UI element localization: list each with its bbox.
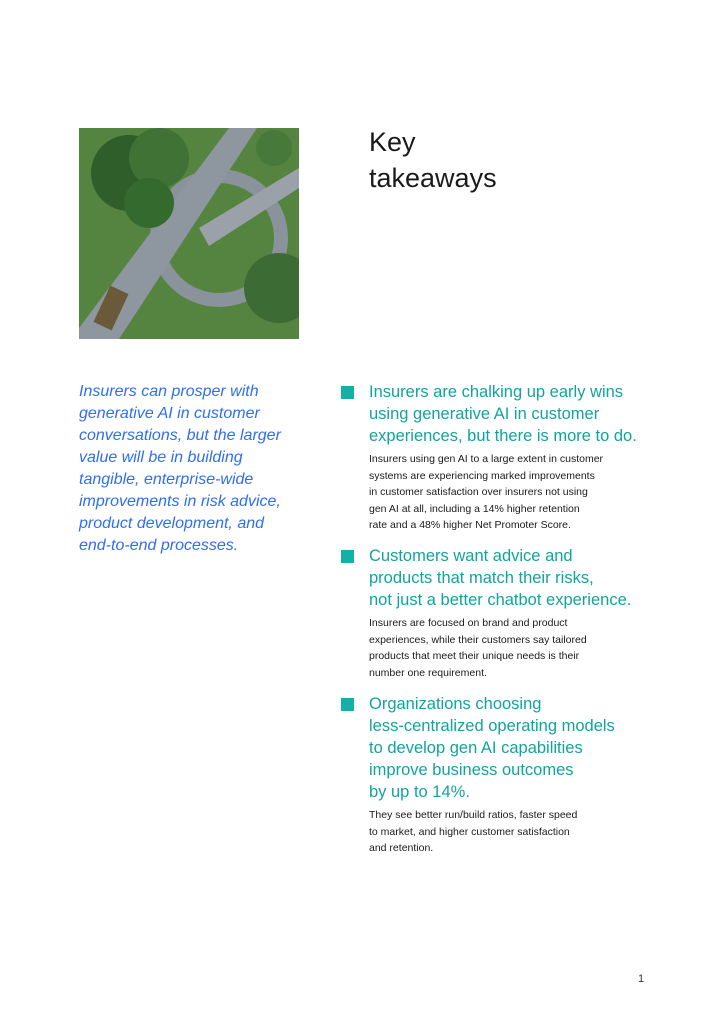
body-line: Insurers using gen AI to a large extent in customer — [369, 453, 604, 465]
heading-line: Organizations choosing — [369, 695, 542, 713]
quote-line: Insurers can prosper with — [79, 383, 259, 400]
body-line: systems are experiencing marked improvements — [369, 469, 595, 482]
takeaway-heading — [369, 693, 671, 803]
heading-line: experiences, but there is more to do. — [369, 427, 637, 445]
quote-line: improvements in risk advice, — [79, 493, 281, 510]
page-title — [369, 124, 497, 196]
square-bullet-icon — [341, 698, 354, 711]
takeaway-item — [341, 693, 671, 857]
body-line: products that meet their unique needs is their — [369, 650, 580, 662]
quote-line: generative AI in customer — [79, 405, 260, 422]
pull-quote — [79, 381, 319, 557]
heading-line: using generative AI in customer — [369, 405, 600, 423]
title-line: Key — [369, 127, 416, 157]
body-line: and retention. — [369, 842, 434, 854]
title-line: takeaways — [369, 163, 497, 193]
body-line: They see better run/build ratios, faster speed — [369, 809, 578, 821]
quote-line: end-to-end processes. — [79, 537, 239, 554]
body-line: number one requirement. — [369, 666, 487, 679]
body-line: to market, and higher customer satisfaction — [369, 825, 570, 838]
heading-line: less-centralized operating models — [369, 717, 615, 735]
body-line: gen AI at all, including a 14% higher retention — [369, 502, 580, 515]
aerial-park-photo — [79, 128, 299, 339]
takeaway-item — [341, 545, 671, 681]
body-line: experiences, while their customers say tailored — [369, 633, 587, 646]
takeaway-body — [369, 451, 671, 534]
heading-line: Customers want advice and — [369, 547, 573, 565]
takeaway-body — [369, 615, 671, 681]
takeaway-heading — [369, 545, 671, 611]
quote-line: product development, and — [79, 515, 265, 532]
body-line: in customer satisfaction over insurers not using — [369, 486, 588, 498]
heading-line: to develop gen AI capabilities — [369, 739, 583, 757]
heading-line: products that match their risks, — [369, 569, 594, 587]
quote-line: value will be in building — [79, 449, 243, 466]
body-line: rate and a 48% higher Net Promoter Score. — [369, 519, 571, 531]
heading-line: not just a better chatbot experience. — [369, 591, 632, 609]
page-number: 1 — [638, 973, 645, 985]
takeaway-heading — [369, 381, 671, 447]
square-bullet-icon — [341, 550, 354, 563]
heading-line: Insurers are chalking up early wins — [369, 383, 624, 401]
quote-line: conversations, but the larger — [79, 427, 281, 444]
heading-line: improve business outcomes — [369, 761, 574, 779]
takeaway-body — [369, 807, 671, 857]
quote-line: tangible, enterprise-wide — [79, 471, 254, 488]
takeaway-item — [341, 381, 671, 534]
body-line: Insurers are focused on brand and product — [369, 617, 568, 629]
heading-line: by up to 14%. — [369, 783, 470, 801]
square-bullet-icon — [341, 386, 354, 399]
